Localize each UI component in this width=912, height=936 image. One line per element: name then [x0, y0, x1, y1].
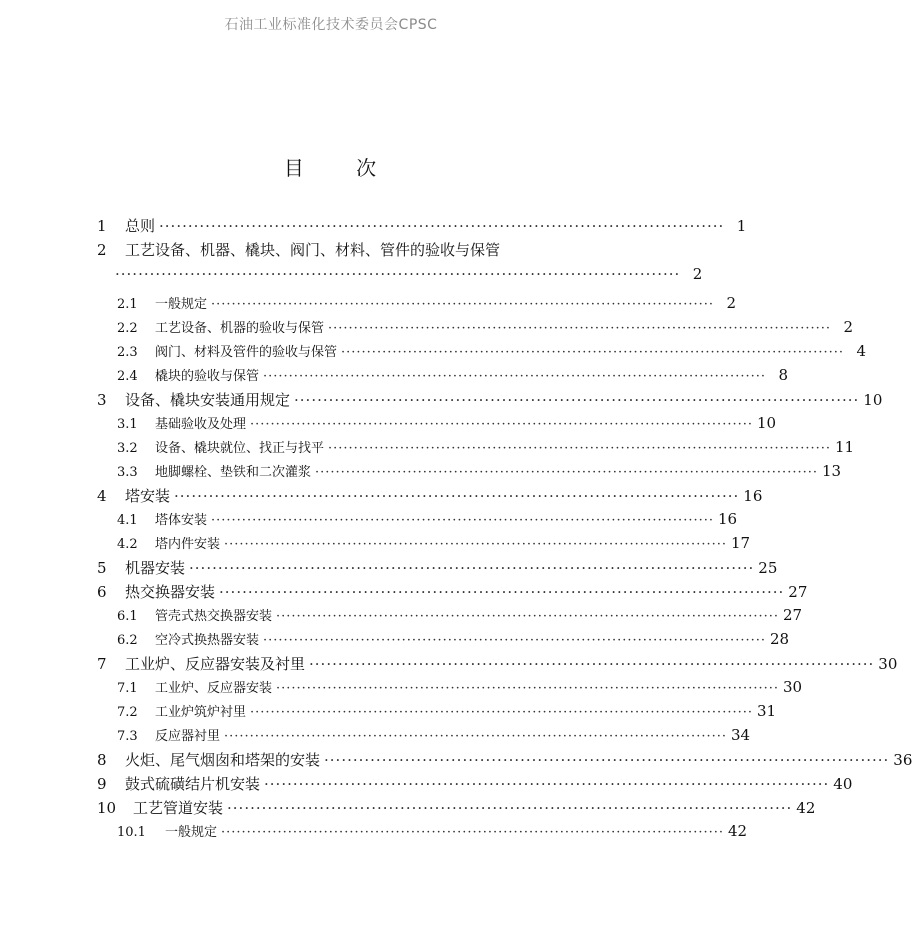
toc-entry-1[interactable]	[97, 215, 747, 239]
toc-entry-3[interactable]	[97, 389, 883, 413]
dot-leader: ··································································································	[263, 369, 766, 384]
toc-number: 2	[97, 241, 107, 259]
toc-number: 4	[97, 487, 107, 505]
dot-leader: ··································································································	[341, 345, 844, 360]
toc-page: 42	[727, 822, 748, 840]
toc-label: 塔内件安装	[155, 537, 221, 552]
toc-page: 2	[692, 265, 703, 283]
toc-label: 工业炉筑炉衬里	[155, 705, 247, 720]
toc-page: 2	[843, 318, 853, 336]
toc-page: 27	[788, 583, 808, 601]
toc-label: 管壳式热交换器安装	[155, 609, 273, 624]
toc-label: 设备、橇块安装通用规定	[125, 391, 291, 409]
toc-page: 34	[730, 726, 751, 744]
page-title: 目 次	[283, 156, 379, 180]
toc-page: 25	[758, 559, 778, 577]
toc-number: 3.3	[117, 465, 138, 480]
toc-entry-4-1[interactable]	[97, 509, 738, 533]
dot-leader: ··································································································	[174, 487, 740, 505]
toc-number: 6.2	[117, 633, 138, 648]
toc-page: 28	[769, 630, 790, 648]
toc-label: 鼓式硫磺结片机安装	[125, 775, 261, 793]
toc-page: 10	[756, 414, 777, 432]
toc-number: 4.1	[117, 513, 138, 528]
toc-page: 13	[821, 462, 842, 480]
dot-leader: ··································································································	[263, 633, 766, 648]
dot-leader: ··································································································	[264, 775, 830, 793]
toc-entry-6[interactable]	[97, 581, 808, 605]
toc-number: 1	[97, 217, 107, 235]
toc-label: 反应器衬里	[155, 729, 221, 744]
toc-page: 8	[778, 366, 788, 384]
dot-leader: ··································································································	[221, 825, 724, 840]
toc-label: 一般规定	[155, 297, 208, 312]
toc-entry-3-3[interactable]	[97, 461, 842, 485]
toc-page: 27	[782, 606, 803, 624]
toc-page: 30	[782, 678, 803, 696]
toc-entry-4-2[interactable]	[97, 533, 751, 557]
toc-label: 热交换器安装	[125, 583, 216, 601]
dot-leader: ··································································································	[309, 655, 875, 673]
toc-label: 设备、橇块就位、找正与找平	[155, 441, 325, 456]
toc-number: 2.4	[117, 369, 138, 384]
toc-entry-3-2[interactable]	[97, 437, 855, 461]
toc-number: 5	[97, 559, 107, 577]
toc-page: 1	[736, 217, 747, 235]
dot-leader: ··································································································	[211, 513, 714, 528]
dot-leader: ··································································································	[219, 583, 785, 601]
toc-page: 17	[730, 534, 751, 552]
dot-leader: ··································································································	[276, 681, 779, 696]
dot-leader: ··································································································	[250, 705, 753, 720]
toc-label: 基础验收及处理	[155, 417, 247, 432]
toc-label: 机器安装	[125, 559, 186, 577]
toc-number: 7.1	[117, 681, 138, 696]
toc-entry-6-2[interactable]	[97, 629, 790, 653]
toc-label: 阀门、材料及管件的验收与保管	[155, 345, 338, 360]
dot-leader: ··································································································	[328, 441, 831, 456]
dot-leader: ··································································································	[189, 559, 755, 577]
toc-label: 塔安装	[125, 487, 171, 505]
dot-leader: ··································································································	[250, 417, 753, 432]
toc-entry-2[interactable]	[97, 239, 625, 265]
toc-entry-2-3[interactable]	[97, 341, 866, 365]
toc-page: 30	[878, 655, 898, 673]
toc-number: 3	[97, 391, 107, 409]
toc-label: 工艺设备、机器、橇块、阀门、材料、管件的验收与保管	[125, 241, 501, 259]
toc-entry-2-1[interactable]	[97, 293, 736, 317]
toc-entry-7[interactable]	[97, 653, 898, 677]
toc-entry-10-1[interactable]	[97, 821, 748, 845]
toc-number: 4.2	[117, 537, 138, 552]
toc-number: 10	[97, 799, 117, 817]
dot-leader: ··································································································	[324, 751, 890, 769]
toc-page: 16	[743, 487, 763, 505]
toc-number: 7.3	[117, 729, 138, 744]
dot-leader: ··································································································	[115, 265, 681, 283]
toc-label: 一般规定	[165, 825, 218, 840]
dot-leader: ··································································································	[227, 799, 793, 817]
toc-page: 31	[756, 702, 777, 720]
toc-page: 42	[796, 799, 816, 817]
toc-label: 工艺管道安装	[133, 799, 224, 817]
dot-leader: ··································································································	[328, 321, 831, 336]
toc-page: 16	[717, 510, 738, 528]
dot-leader: ··································································································	[224, 729, 727, 744]
toc-entry-8[interactable]	[97, 749, 912, 773]
table-of-contents	[97, 215, 912, 845]
toc-page: 40	[833, 775, 853, 793]
watermark: 石油工业标准化技术委员会CPSC	[224, 17, 438, 33]
toc-number: 2.3	[117, 345, 138, 360]
toc-label: 空冷式换热器安装	[155, 633, 260, 648]
toc-label: 工业炉、反应器安装及衬里	[125, 655, 306, 673]
dot-leader: ··································································································	[294, 391, 860, 409]
toc-page: 10	[863, 391, 883, 409]
toc-number: 2.1	[117, 297, 138, 312]
toc-number: 3.1	[117, 417, 138, 432]
toc-page: 11	[834, 438, 855, 456]
toc-entry-2-continuation[interactable]	[97, 265, 703, 293]
toc-number: 7.2	[117, 705, 138, 720]
toc-number: 3.2	[117, 441, 138, 456]
toc-entry-3-1[interactable]	[97, 413, 777, 437]
toc-label: 总则	[125, 217, 156, 235]
dot-leader: ··································································································	[211, 297, 714, 312]
toc-number: 10.1	[117, 825, 146, 840]
toc-entry-9[interactable]	[97, 773, 853, 797]
toc-label: 塔体安装	[155, 513, 208, 528]
toc-entry-7-1[interactable]	[97, 677, 803, 701]
toc-label: 地脚螺栓、垫铁和二次灌浆	[155, 465, 312, 480]
toc-page: 2	[726, 294, 736, 312]
toc-page: 4	[856, 342, 866, 360]
toc-entry-2-2[interactable]	[97, 317, 853, 341]
toc-entry-4[interactable]	[97, 485, 763, 509]
toc-number: 7	[97, 655, 107, 673]
toc-number: 2.2	[117, 321, 138, 336]
toc-label: 工艺设备、机器的验收与保管	[155, 321, 325, 336]
toc-entry-7-2[interactable]	[97, 701, 777, 725]
toc-number: 6.1	[117, 609, 138, 624]
toc-entry-6-1[interactable]	[97, 605, 803, 629]
toc-entry-10[interactable]	[97, 797, 816, 821]
dot-leader: ··································································································	[159, 217, 725, 235]
dot-leader: ··································································································	[315, 465, 818, 480]
toc-number: 6	[97, 583, 107, 601]
toc-entry-7-3[interactable]	[97, 725, 751, 749]
toc-label: 火炬、尾气烟囱和塔架的安装	[125, 751, 321, 769]
dot-leader: ··································································································	[224, 537, 727, 552]
toc-number: 8	[97, 751, 107, 769]
toc-label: 工业炉、反应器安装	[155, 681, 273, 696]
toc-entry-2-4[interactable]	[97, 365, 788, 389]
dot-leader: ··································································································	[276, 609, 779, 624]
toc-page: 36	[893, 751, 912, 769]
toc-number: 9	[97, 775, 107, 793]
toc-entry-5[interactable]	[97, 557, 778, 581]
toc-label: 橇块的验收与保管	[155, 369, 260, 384]
